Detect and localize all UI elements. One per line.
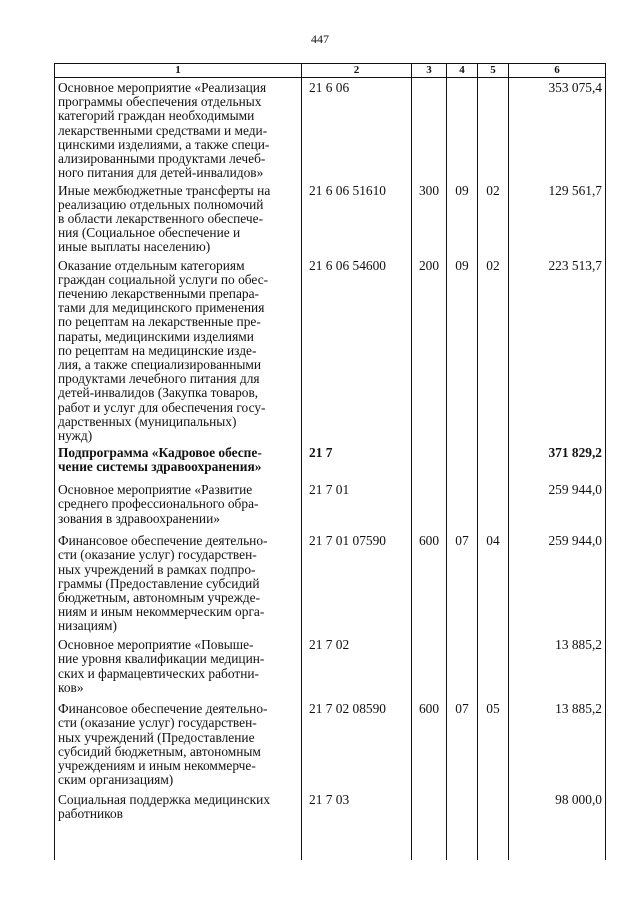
table-row bbox=[55, 699, 606, 790]
name-cell bbox=[55, 480, 302, 531]
amount-cell bbox=[509, 790, 606, 860]
section-cell-text: 07 bbox=[455, 533, 469, 549]
type-cell bbox=[412, 790, 447, 860]
amount-cell bbox=[509, 443, 606, 480]
subsection-cell bbox=[478, 256, 509, 444]
type-cell-text: 600 bbox=[418, 701, 440, 717]
amount-cell-text: 223 513,7 bbox=[548, 257, 602, 273]
column-header: 1 bbox=[55, 64, 302, 78]
amount-cell bbox=[509, 181, 606, 256]
code-cell-text: 21 7 02 08590 bbox=[309, 701, 386, 717]
table-row bbox=[55, 531, 606, 635]
subsection-cell bbox=[478, 480, 509, 531]
column-header: 4 bbox=[447, 64, 478, 78]
table-row bbox=[55, 443, 606, 480]
code-cell-text: 21 6 06 51610 bbox=[309, 182, 386, 198]
subsection-cell bbox=[478, 531, 509, 635]
code-cell bbox=[302, 78, 412, 181]
code-cell-text: 21 7 02 bbox=[309, 637, 350, 653]
type-cell bbox=[412, 480, 447, 531]
budget-table bbox=[54, 63, 606, 860]
subsection-cell bbox=[478, 78, 509, 181]
code-cell bbox=[302, 635, 412, 699]
section-cell bbox=[447, 699, 478, 790]
type-cell-text: 600 bbox=[418, 533, 440, 549]
table-row bbox=[55, 181, 606, 256]
code-cell-text: 21 7 01 bbox=[309, 482, 350, 498]
subsection-cell bbox=[478, 790, 509, 860]
code-cell bbox=[302, 443, 412, 480]
code-cell bbox=[302, 480, 412, 531]
name-cell-text: Финансовое обеспечение деятельно- сти (оказание услуг) государствен- ных учреждений в рамках подпро- граммы (Предоставление субсидий бюджетным, автономным учрежде- ниям и иным некоммерческим орга- низациям) bbox=[58, 533, 268, 634]
section-cell bbox=[447, 480, 478, 531]
code-cell-text: 21 7 01 07590 bbox=[309, 533, 386, 549]
type-cell bbox=[412, 699, 447, 790]
amount-cell bbox=[509, 699, 606, 790]
name-cell bbox=[55, 181, 302, 256]
section-cell bbox=[447, 181, 478, 256]
subsection-cell bbox=[478, 699, 509, 790]
section-cell bbox=[447, 635, 478, 699]
amount-cell bbox=[509, 256, 606, 444]
amount-cell-text: 98 000,0 bbox=[555, 792, 602, 808]
table-row bbox=[55, 790, 606, 860]
code-cell-text: 21 6 06 bbox=[309, 80, 350, 95]
subsection-cell bbox=[478, 635, 509, 699]
name-cell-text: Подпрограмма «Кадровое обеспе- чение системы здравоохранения» bbox=[58, 445, 262, 475]
name-cell bbox=[55, 443, 302, 480]
amount-cell-text: 259 944,0 bbox=[548, 482, 602, 498]
type-cell bbox=[412, 256, 447, 444]
subsection-cell bbox=[478, 181, 509, 256]
code-cell-text: 21 6 06 54600 bbox=[309, 257, 386, 273]
name-cell bbox=[55, 256, 302, 444]
amount-cell-text: 13 885,2 bbox=[555, 637, 602, 653]
amount-cell bbox=[509, 78, 606, 181]
code-cell-text: 21 7 bbox=[309, 445, 333, 461]
amount-cell bbox=[509, 635, 606, 699]
table-row bbox=[55, 635, 606, 699]
column-header: 6 bbox=[509, 64, 606, 78]
subsection-cell bbox=[478, 443, 509, 480]
amount-cell-text: 13 885,2 bbox=[555, 701, 602, 717]
name-cell-text: Основное мероприятие «Повыше- ние уровня квалификации медицин- ских и фармацевтических работни- ков» bbox=[58, 637, 265, 695]
name-cell-text: Оказание отдельным категориям граждан социальной услуги по обес- печению лекарственными препара- тами для медицинского применения по рецептам на лекарственные пре- параты, медицинскими изделиями по рецептам на медицинские изде- лия, а также специализированными продуктами лечебного питания для детей-инвалидов (Закупка товаров, работ и услуг для обеспечения госу- дарственных (муниципальных) нужд) bbox=[58, 257, 269, 443]
table-row bbox=[55, 480, 606, 531]
amount-cell bbox=[509, 480, 606, 531]
table-row bbox=[55, 78, 606, 181]
name-cell bbox=[55, 635, 302, 699]
type-cell bbox=[412, 78, 447, 181]
section-cell bbox=[447, 78, 478, 181]
code-cell bbox=[302, 256, 412, 444]
table-header-row bbox=[55, 64, 606, 78]
subsection-cell-text: 02 bbox=[486, 257, 500, 273]
amount-cell-text: 353 075,4 bbox=[548, 80, 602, 95]
subsection-cell-text: 05 bbox=[486, 701, 500, 717]
section-cell bbox=[447, 531, 478, 635]
type-cell bbox=[412, 531, 447, 635]
subsection-cell-text: 04 bbox=[486, 533, 500, 549]
code-cell bbox=[302, 181, 412, 256]
name-cell-text: Финансовое обеспечение деятельно- сти (оказание услуг) государствен- ных учреждений (Предоставление субсидий бюджетным, автономным учреждениям и иным некоммерче- ским организациям) bbox=[58, 701, 268, 788]
name-cell bbox=[55, 531, 302, 635]
name-cell-text: Основное мероприятие «Развитие среднего профессионального обра- зования в здравоохранении» bbox=[58, 482, 259, 526]
subsection-cell-text: 02 bbox=[486, 182, 500, 198]
code-cell bbox=[302, 790, 412, 860]
code-cell bbox=[302, 699, 412, 790]
name-cell bbox=[55, 699, 302, 790]
column-header: 2 bbox=[302, 64, 412, 78]
type-cell bbox=[412, 635, 447, 699]
name-cell-text: Основное мероприятие «Реализация программы обеспечения отдельных категорий граждан необходимыми лекарственными средствами и меди- цинскими изделиями, а также специ- ализированными продуктами лечеб- ного питания для детей-инвалидов» bbox=[58, 80, 270, 181]
column-header: 3 bbox=[412, 64, 447, 78]
section-cell-text: 07 bbox=[455, 701, 469, 717]
table-row bbox=[55, 256, 606, 444]
amount-cell-text: 129 561,7 bbox=[548, 182, 602, 198]
type-cell-text: 200 bbox=[418, 257, 440, 273]
section-cell bbox=[447, 790, 478, 860]
section-cell bbox=[447, 443, 478, 480]
code-cell-text: 21 7 03 bbox=[309, 792, 350, 808]
amount-cell-text: 371 829,2 bbox=[548, 445, 602, 461]
section-cell-text: 09 bbox=[455, 257, 469, 273]
type-cell bbox=[412, 181, 447, 256]
code-cell bbox=[302, 531, 412, 635]
name-cell bbox=[55, 78, 302, 181]
name-cell bbox=[55, 790, 302, 860]
section-cell-text: 09 bbox=[455, 182, 469, 198]
amount-cell-text: 259 944,0 bbox=[548, 533, 602, 549]
type-cell-text: 300 bbox=[418, 182, 440, 198]
amount-cell bbox=[509, 531, 606, 635]
column-header: 5 bbox=[478, 64, 509, 78]
name-cell-text: Социальная поддержка медицинских работников bbox=[58, 792, 271, 822]
type-cell bbox=[412, 443, 447, 480]
section-cell bbox=[447, 256, 478, 444]
name-cell-text: Иные межбюджетные трансферты на реализацию отдельных полномочий в области лекарственного обеспече- ния (Социальное обеспечение и иные выплаты населению) bbox=[58, 182, 271, 255]
page-number: 447 bbox=[311, 32, 329, 46]
